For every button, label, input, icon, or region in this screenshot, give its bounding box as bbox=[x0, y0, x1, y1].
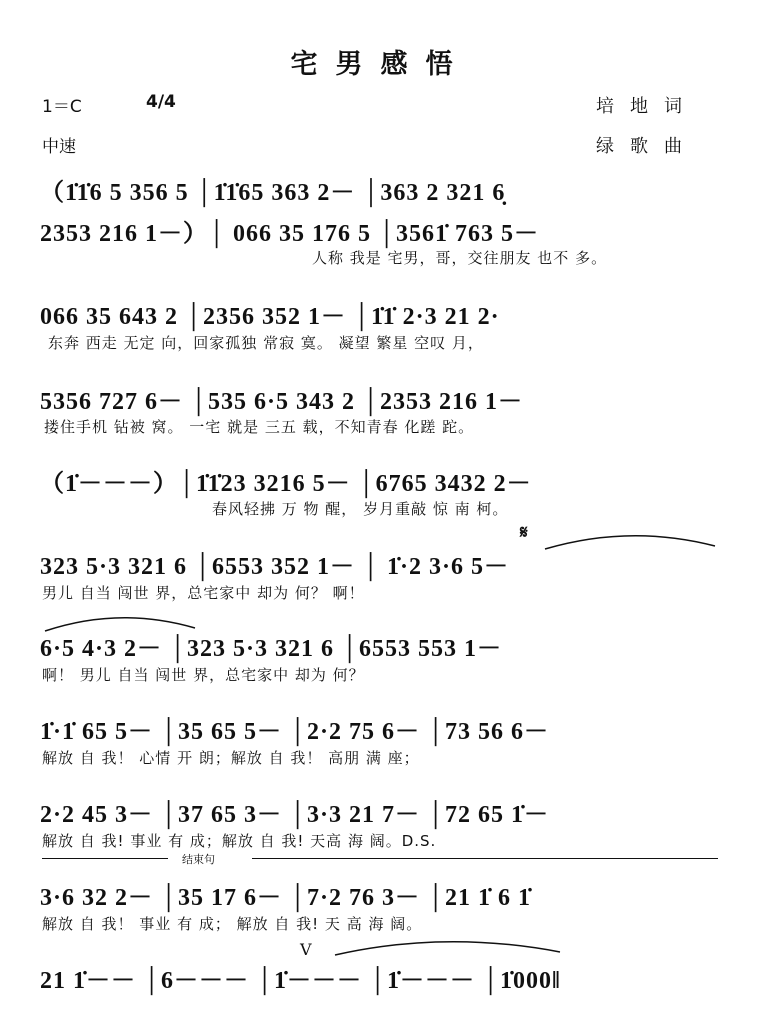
time-signature: 4/4 bbox=[146, 92, 176, 112]
key-signature: 1＝C bbox=[42, 97, 82, 117]
breath-mark: V bbox=[300, 940, 312, 959]
lyric-line-8: 解放 自 我！ 心情 开 朗；解放 自 我！ 高朋 满 座； bbox=[42, 749, 420, 767]
composer-credit: 绿歌曲 bbox=[596, 136, 698, 157]
lyric-line-7: 啊！ 男儿 自当 闯世 界，总宅家中 却为 何？ bbox=[42, 666, 365, 684]
score-line-1: （1̇1̇6 5 356 5 │1̇1̇65 363 2－ │363 2 321 6̣ bbox=[40, 180, 506, 206]
lyric-line-6: 男儿 自当 闯世 界，总宅家中 却为 何？ 啊！ bbox=[42, 584, 365, 602]
slur-arc bbox=[40, 606, 200, 636]
score-line-7: 6·5 4·3 2－ │323 5·3 321 6 │6553 553 1－ bbox=[40, 636, 503, 662]
ending-label: 结束句 bbox=[182, 853, 215, 866]
lyricist-credit: 培地词 bbox=[596, 96, 698, 117]
song-title: 宅男感悟 bbox=[290, 49, 471, 80]
segno-sign: 𝄋 bbox=[520, 522, 528, 543]
lyric-line-5: 春风轻拂 万 物 醒， 岁月重敲 惊 南 柯。 bbox=[212, 500, 509, 518]
score-line-6: 323 5·3 321 6 │6553 352 1－ │ 1̇·2 3·6 5－ bbox=[40, 554, 510, 580]
lyric-line-3: 东奔 西走 无定 向，回家孤独 常寂 寞。 凝望 繁星 空叹 月， bbox=[48, 334, 484, 352]
lyric-line-4: 搂住手机 钻被 窝。 一宅 就是 三五 载，不知青春 化蹉 跎。 bbox=[44, 418, 475, 436]
ending-line-left bbox=[42, 858, 168, 859]
slur-arc bbox=[330, 930, 570, 960]
score-line-2: 2353 216 1－）│ 066 35 176 5 │3561̇ 763 5－ bbox=[40, 221, 540, 247]
score-line-9: 2·2 45 3－ │37 65 3－ │3·3 21 7－ │72 65 1̇－ bbox=[40, 802, 550, 828]
score-line-5: （1̇－－－）│1̇1̇23 3216 5－ │6765 3432 2－ bbox=[40, 471, 532, 497]
lyric-line-9: 解放 自 我! 事业 有 成；解放 自 我! 天高 海 阔。D.S. bbox=[42, 832, 437, 850]
score-line-4: 5356 727 6－ │535 6·5 343 2 │2353 216 1－ bbox=[40, 389, 524, 415]
tempo-marking: 中速 bbox=[42, 137, 76, 157]
score-line-3: 066 35 643 2 │2356 352 1－ │1̇1̇ 2·3 21 2· bbox=[40, 304, 500, 330]
score-line-10: 3·6 32 2－ │35 17 6－ │7·2 76 3－ │21 1̇ 6 1̇ bbox=[40, 885, 532, 911]
score-line-8: 1̇·1̇ 65 5－ │35 65 5－ │2·2 75 6－ │73 56 6－ bbox=[40, 719, 550, 745]
ending-line-right bbox=[252, 858, 718, 859]
lyric-line-10: 解放 自 我！ 事业 有 成； 解放 自 我! 天 高 海 阔。 bbox=[42, 915, 423, 933]
score-line-11: 21 1̇－－ │6－－－ │1̇－－－ │1̇－－－ │1̇000‖ bbox=[40, 968, 561, 994]
lyric-line-2: 人称 我是 宅男，哥，交往朋友 也不 多。 bbox=[312, 249, 608, 267]
slur-arc bbox=[540, 524, 720, 554]
